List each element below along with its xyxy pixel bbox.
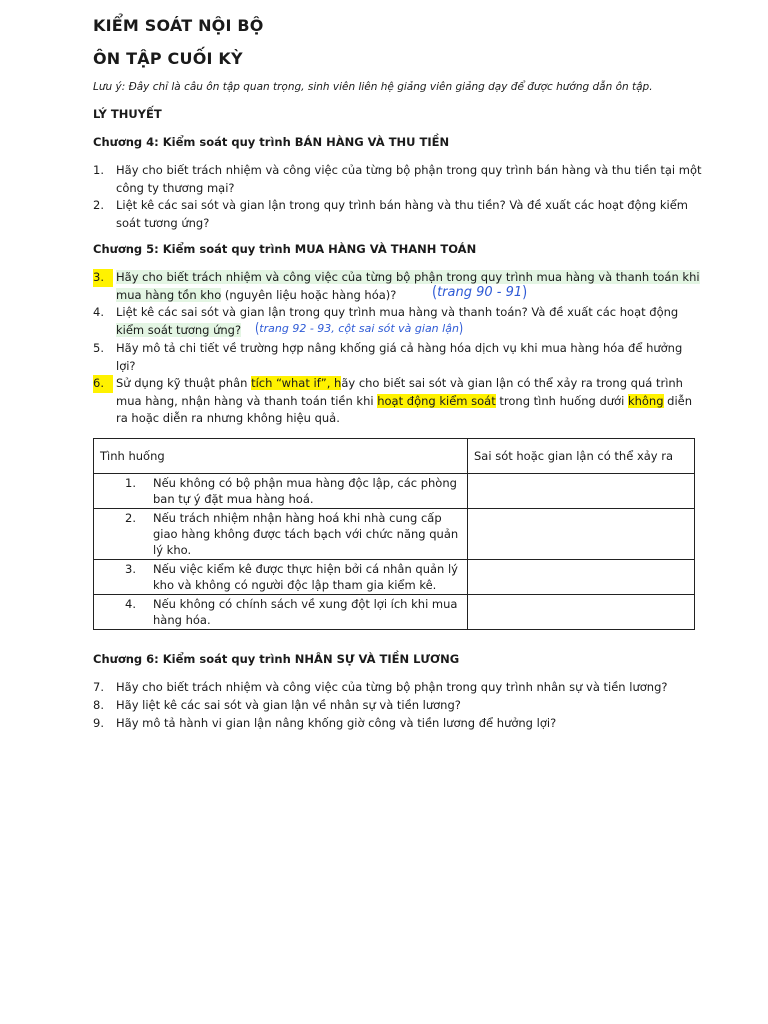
table-header-row — [94, 439, 695, 474]
question-7-number: 7. — [93, 680, 104, 694]
question-6-text-g: diễn ra hoặc diễn ra nhưng không hiệu quả. — [116, 393, 693, 425]
handwritten-note-2-text: trang 92 - 93, cột sai sót và gian lận — [259, 322, 459, 335]
question-6-highlight-not: không — [627, 393, 664, 408]
table-row-number: 1. — [125, 476, 136, 490]
table-row — [94, 474, 695, 509]
question-5-number: 5. — [93, 341, 104, 355]
table-row-answer-cell[interactable] — [468, 474, 695, 509]
question-3-text-highlight: Hãy cho biết trách nhiệm và công việc của từng bộ phận trong quy trình mua hàng và thanh toán — [116, 270, 679, 284]
question-1-text: Hãy cho biết trách nhiệm và công việc của từng bộ phận trong quy trình bán hàng và thu tiền tại một công ty thương mại? — [116, 163, 702, 195]
question-2-text: Liệt kê các sai sót và gian lận trong quy trình bán hàng và thu tiền? Và đề xuất các hoạt động kiểm soát tương ứng? — [116, 198, 688, 230]
question-7-text: Hãy cho biết trách nhiệm và công việc của từng bộ phận trong quy trình nhân sự và tiền lương? — [116, 680, 668, 694]
handwritten-note-page-ref: (trang 90 - 91) — [432, 283, 528, 302]
table-row-situation: Nếu không có bộ phận mua hàng độc lập, các phòng ban tự ý đặt mua hàng hoá. — [153, 476, 457, 506]
document-subtitle: ÔN TẬP CUỐI KỲ — [93, 49, 243, 68]
note-line — [93, 81, 653, 93]
question-1 — [93, 162, 703, 197]
question-9 — [93, 715, 703, 733]
question-5 — [93, 340, 703, 375]
table-row-answer-cell[interactable] — [468, 560, 695, 595]
table-row-number: 2. — [125, 511, 136, 525]
chapter5-heading: Chương 5: Kiểm soát quy trình MUA HÀNG VÀ THANH TOÁN — [93, 242, 477, 256]
question-4-text-highlight: kiểm soát tương ứng? — [116, 322, 242, 337]
chapter4-heading: Chương 4: Kiểm soát quy trình BÁN HÀNG VÀ THU TIỀN — [93, 135, 450, 149]
question-4-text: Liệt kê các sai sót và gian lận trong quy trình mua hàng và thanh toán? Và đề xuất các hoạt động — [116, 305, 679, 319]
question-8-text: Hãy liệt kê các sai sót và gian lận về nhân sự và tiền lương? — [116, 698, 461, 712]
question-8-number: 8. — [93, 698, 104, 712]
table-row — [94, 560, 695, 595]
question-4-number: 4. — [93, 305, 104, 319]
document-title: KIỂM SOÁT NỘI BỘ — [93, 16, 264, 35]
question-5-text: Hãy mô tả chi tiết về trường hợp nâng khống giá cả hàng hóa dịch vụ khi mua hàng hóa để hưởng lợi? — [116, 341, 683, 373]
question-3-text-highlight-2: khi mua hàng tồn kho — [116, 270, 700, 302]
question-6-highlight-control: hoạt động kiểm soát — [377, 393, 496, 408]
handwritten-note-page-ref-2: (trang 92 - 93, cột sai sót và gian lận) — [255, 320, 464, 337]
table-row-number: 4. — [125, 597, 136, 611]
question-6-number: 6. — [93, 375, 113, 393]
table-row-situation: Nếu không có chính sách về xung đột lợi ích khi mua hàng hóa. — [153, 597, 458, 627]
question-6-text-c: ãy cho biết sai sót và gian lận có thể xảy ra trong quá trình mua hàng, nhận hàng và thanh toán tiền khi — [116, 376, 683, 408]
table-row-situation: Nếu việc kiểm kê được thực hiện bởi cá nhân quản lý kho và không có người độc lập tham gia kiểm kê. — [153, 562, 458, 592]
question-3-number: 3. — [93, 269, 113, 287]
chapter6-heading: Chương 6: Kiểm soát quy trình NHÂN SỰ VÀ TIỀN LƯƠNG — [93, 652, 460, 666]
table-header-errors: Sai sót hoặc gian lận có thể xảy ra — [468, 439, 695, 474]
situation-table — [93, 438, 695, 630]
question-3 — [93, 269, 703, 304]
question-6 — [93, 375, 703, 428]
question-7 — [93, 679, 703, 697]
question-2 — [93, 197, 703, 232]
note-body: Đây chỉ là câu ôn tập quan trọng, sinh viên liên hệ giảng viên giảng dạy để được hướng dẫn ôn tập. — [125, 81, 653, 93]
table-row — [94, 509, 695, 560]
theory-heading: LÝ THUYẾT — [93, 107, 162, 121]
question-6-highlight-whatif: tích “what if”, h — [251, 376, 342, 390]
question-9-text: Hãy mô tả hành vi gian lận nâng khống giờ công và tiền lương để hưởng lợi? — [116, 716, 557, 730]
question-1-number: 1. — [93, 163, 104, 177]
table-row-answer-cell[interactable] — [468, 509, 695, 560]
question-6-text-a: Sử dụng kỹ thuật phân — [116, 376, 252, 390]
question-3-text-rest: (nguyên liệu hoặc hàng hóa)? — [221, 287, 397, 302]
table-header-situation: Tình huống — [94, 439, 468, 474]
question-2-number: 2. — [93, 198, 104, 212]
question-6-text-e: trong tình huống dưới — [495, 393, 628, 408]
table-row-situation: Nếu trách nhiệm nhận hàng hoá khi nhà cung cấp giao hàng không được tách bạch với chức năng quản lý kho. — [153, 511, 459, 557]
note-prefix: Lưu ý: — [93, 81, 126, 93]
table-row-number: 3. — [125, 562, 136, 576]
table-row-answer-cell[interactable] — [468, 595, 695, 630]
handwritten-note-1-text: trang 90 - 91 — [437, 285, 523, 300]
table-row — [94, 595, 695, 630]
question-9-number: 9. — [93, 716, 104, 730]
question-8 — [93, 697, 703, 715]
